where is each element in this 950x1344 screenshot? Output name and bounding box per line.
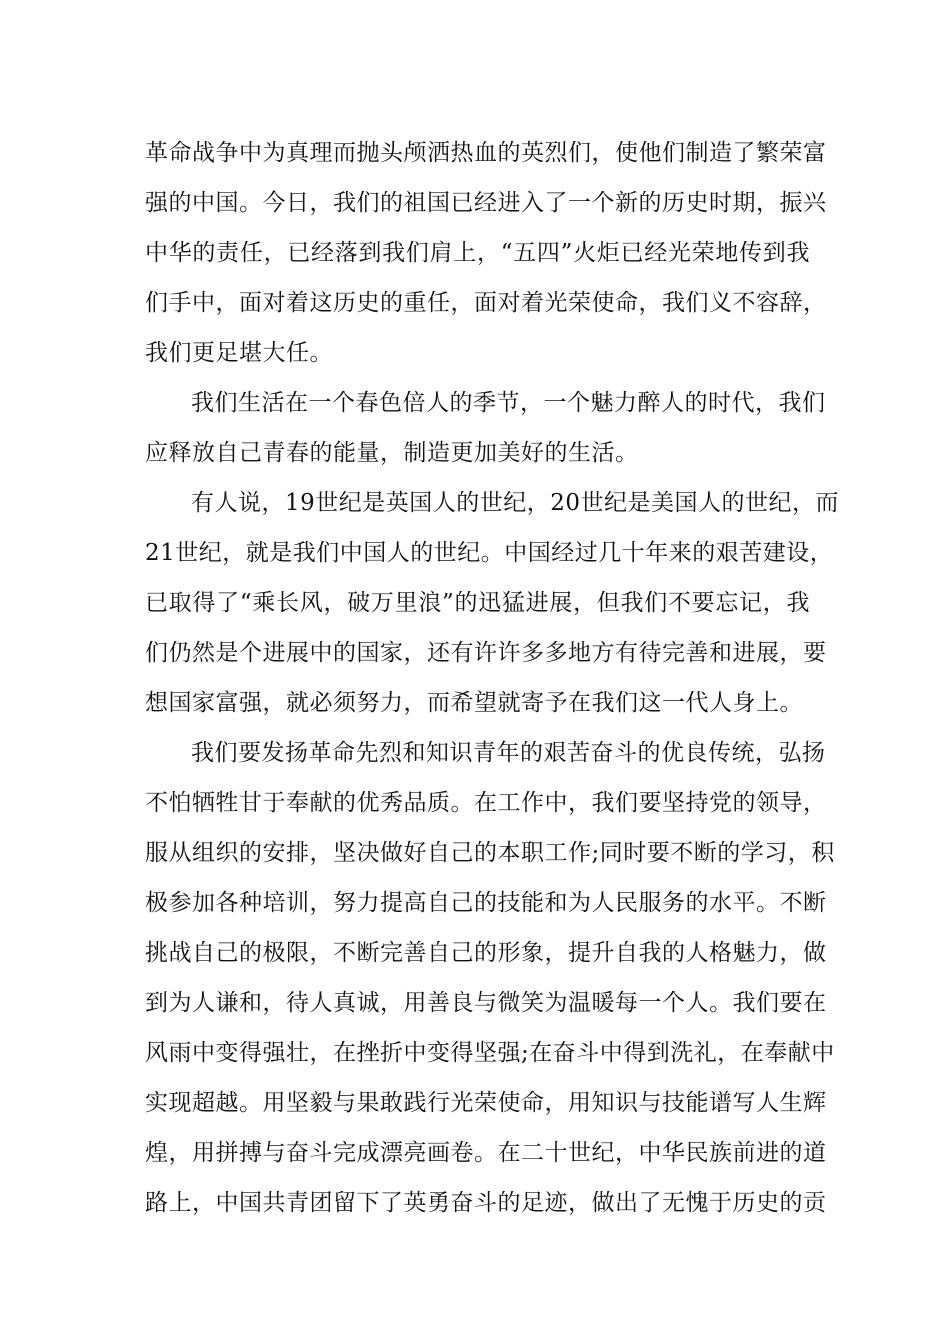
document-body	[145, 128, 840, 1228]
text-line: 想国家富强，就必须努力，而希望就寄予在我们这一代人身上。	[145, 690, 803, 716]
text-line: 风雨中变得强壮，在挫折中变得坚强;在奋斗中得到洗礼，在奉献中	[145, 1040, 835, 1066]
text-line: 挑战自己的极限，不断完善自己的形象，提升自我的人格魅力，做	[145, 940, 827, 966]
paragraph-4	[145, 728, 835, 1228]
text-line: 煌，用拼搏与奋斗完成漂亮画卷。在二十世纪，中华民族前进的道	[145, 1140, 827, 1166]
text-line: 服从组织的安排，坚决做好自己的本职工作;同时要不断的学习，积	[145, 840, 835, 866]
text-line: 我们生活在一个春色倍人的季节，一个魅力醉人的时代，我们	[191, 390, 826, 416]
text-line: 强的中国。今日，我们的祖国已经进入了一个新的历史时期，振兴	[145, 190, 827, 216]
paragraph-1	[145, 128, 827, 378]
text-line: 革命战争中为真理而抛头颅洒热血的英烈们，使他们制造了繁荣富	[145, 140, 827, 166]
text-line: 应释放自己青春的能量，制造更加美好的生活。	[145, 440, 639, 466]
text-line: 极参加各种培训，努力提高自己的技能和为人民服务的水平。不断	[145, 890, 827, 916]
text-line: 们手中，面对着这历史的重任，面对着光荣使命，我们义不容辞，	[145, 290, 827, 316]
text-line: 路上，中国共青团留下了英勇奋斗的足迹，做出了无愧于历史的贡	[145, 1190, 827, 1216]
text-line: 中华的责任，已经落到我们肩上，“五四”火炬已经光荣地传到我	[145, 240, 810, 266]
text-line: 到为人谦和，待人真诚，用善良与微笑为温暖每一个人。我们要在	[145, 990, 827, 1016]
text-line: 我们要发扬革命先烈和知识青年的艰苦奋斗的优良传统，弘扬	[191, 740, 826, 766]
text-line: 们仍然是个进展中的国家，还有许许多多地方有待完善和进展，要	[145, 640, 827, 666]
text-line: 我们更足堪大任。	[145, 340, 333, 366]
paragraph-2	[145, 378, 826, 478]
text-line: 已取得了“乘长风，破万里浪”的迅猛进展，但我们不要忘记，我	[145, 590, 810, 616]
text-line: 有人说，19世纪是英国人的世纪，20世纪是美国人的世纪，而	[191, 490, 840, 516]
text-line: 21世纪，就是我们中国人的世纪。中国经过几十年来的艰苦建设，	[145, 540, 834, 566]
paragraph-3	[145, 478, 840, 728]
text-line: 不怕牺牲甘于奉献的优秀品质。在工作中，我们要坚持党的领导，	[145, 790, 827, 816]
text-line: 实现超越。用坚毅与果敢践行光荣使命，用知识与技能谱写人生辉	[145, 1090, 827, 1116]
